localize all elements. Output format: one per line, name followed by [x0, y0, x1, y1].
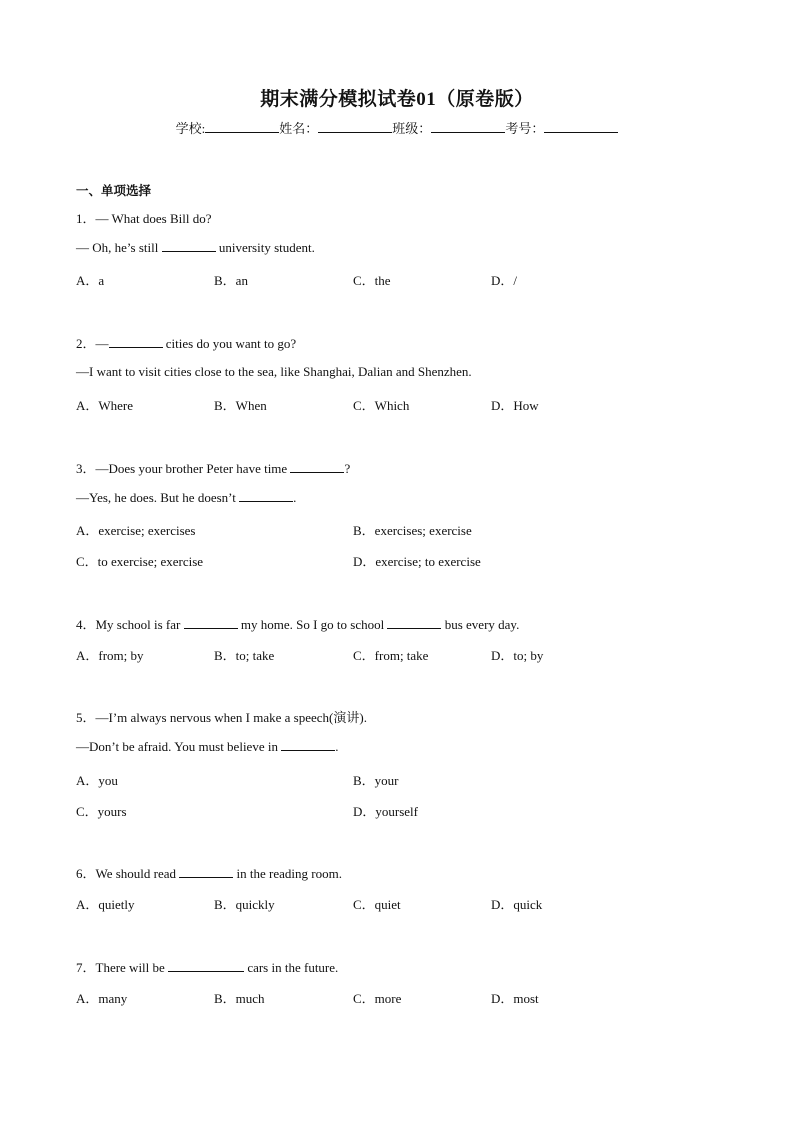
question-7-line-1: 7．There will be cars in the future. — [76, 960, 339, 975]
answer-blank — [184, 616, 238, 629]
option-a[interactable]: A．Where — [76, 398, 134, 413]
option-c[interactable]: C．the — [353, 273, 391, 288]
answer-blank — [109, 335, 163, 348]
question-4-line-1: 4．My school is far my home. So I go to school bus every day. — [76, 617, 520, 632]
answer-blank — [168, 959, 244, 972]
exam-number-label: 考号： — [505, 121, 545, 136]
option-a[interactable]: A．from; by — [76, 648, 144, 663]
question-2-line-2: —I want to visit cities close to the sea, like Shanghai, Dalian and Shenzhen. — [76, 364, 472, 379]
question-3-line-2: —Yes, he does. But he doesn’t . — [76, 490, 297, 505]
question-1-line-1: 1．— What does Bill do? — [76, 211, 212, 226]
option-d[interactable]: D．yourself — [353, 804, 418, 819]
option-c[interactable]: C．more — [353, 991, 402, 1006]
question-2-line-1: 2．— cities do you want to go? — [76, 336, 297, 351]
option-a[interactable]: A．quietly — [76, 897, 135, 912]
option-b[interactable]: B．quickly — [214, 897, 275, 912]
class-label: 班级： — [392, 121, 432, 136]
answer-blank — [239, 489, 293, 502]
question-3-line-1: 3．—Does your brother Peter have time ? — [76, 461, 351, 476]
option-b[interactable]: B．When — [214, 398, 267, 413]
option-d[interactable]: D．to; by — [491, 648, 544, 663]
answer-blank — [162, 239, 216, 252]
option-a[interactable]: A．exercise; exercises — [76, 523, 196, 538]
answer-blank — [290, 460, 344, 473]
option-d[interactable]: D．How — [491, 398, 539, 413]
exam-number-blank[interactable] — [544, 120, 618, 133]
question-5-line-1: 5．—I’m always nervous when I make a speech(演讲). — [76, 710, 367, 725]
class-blank[interactable] — [431, 120, 505, 133]
question-5-line-2: —Don’t be afraid. You must believe in . — [76, 739, 339, 754]
option-b[interactable]: B．exercises; exercise — [353, 523, 472, 538]
option-a[interactable]: A．many — [76, 991, 128, 1006]
option-c[interactable]: C．to exercise; exercise — [76, 554, 204, 569]
answer-blank — [281, 738, 335, 751]
section-heading: 一、单项选择 — [76, 183, 152, 198]
school-blank[interactable] — [205, 120, 279, 133]
option-c[interactable]: C．quiet — [353, 897, 401, 912]
answer-blank — [179, 865, 233, 878]
option-a[interactable]: A．you — [76, 773, 118, 788]
option-b[interactable]: B．your — [353, 773, 399, 788]
option-d[interactable]: D．quick — [491, 897, 543, 912]
option-a[interactable]: A．a — [76, 273, 105, 288]
page-title: 期末满分模拟试卷01（原卷版） — [260, 89, 534, 110]
option-c[interactable]: C．yours — [76, 804, 127, 819]
question-1-line-2: — Oh, he’s still university student. — [76, 240, 315, 255]
option-d[interactable]: D．/ — [491, 273, 518, 288]
answer-blank — [387, 616, 441, 629]
student-info-line — [0, 118, 794, 137]
option-c[interactable]: C．Which — [353, 398, 410, 413]
option-b[interactable]: B．to; take — [214, 648, 275, 663]
option-b[interactable]: B．an — [214, 273, 248, 288]
option-c[interactable]: C．from; take — [353, 648, 429, 663]
school-label: 学校: — [175, 121, 206, 136]
question-6-line-1: 6．We should read in the reading room. — [76, 866, 342, 881]
option-d[interactable]: D．most — [491, 991, 539, 1006]
name-blank[interactable] — [318, 120, 392, 133]
option-b[interactable]: B．much — [214, 991, 265, 1006]
option-d[interactable]: D．exercise; to exercise — [353, 554, 481, 569]
name-label: 姓名： — [279, 121, 319, 136]
